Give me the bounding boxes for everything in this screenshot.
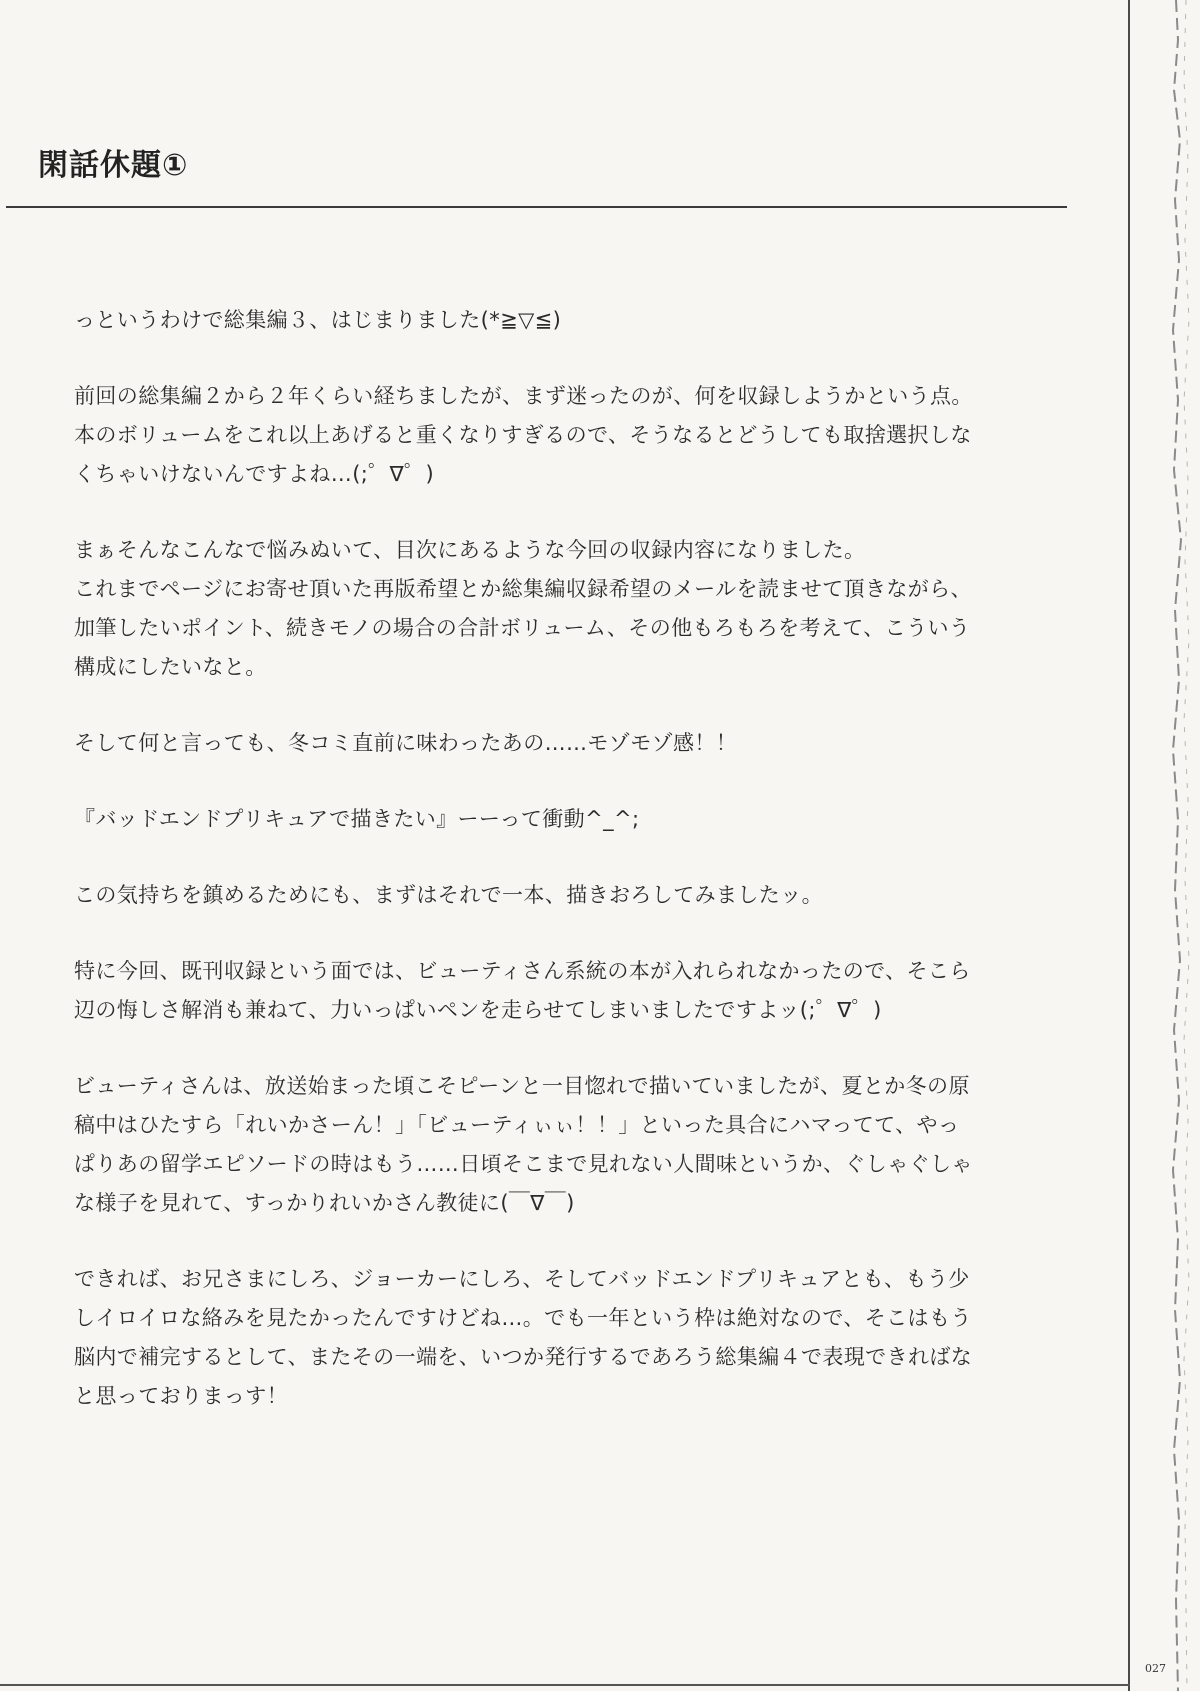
paragraph (74, 377, 1064, 494)
text-line: 前回の総集編２から２年くらい経ちましたが、まず迷ったのが、何を収録しようかという点。 (74, 384, 973, 408)
text-line: そして何と言っても、冬コミ直前に味わったあの……モゾモゾ感！！ (74, 731, 738, 755)
paragraph (74, 800, 1064, 839)
text-line: 特に今回、既刊収録という面では、ビューティさん系統の本が入れられなかったので、そこら (74, 959, 971, 983)
text-line: 脳内で補完するとして、またその一端を、いつか発行するであろう総集編４で表現できればな (74, 1345, 973, 1369)
text-line: この気持ちを鎮めるためにも、まずはそれで一本、描きおろしてみましたッ。 (74, 883, 823, 907)
bottom-divider (0, 1684, 1130, 1686)
torn-page-edge (1160, 0, 1200, 1691)
text-line: ぱりあの留学エピソードの時はもう……日頃そこまで見れない人間味というか、ぐしゃぐしゃ (74, 1152, 973, 1176)
text-line: しイロイロな絡みを見たかったんですけどね…。でも一年という枠は絶対なので、そこはもう (74, 1306, 972, 1330)
text-line: っというわけで総集編３、はじまりました(*≧▽≦) (74, 308, 562, 332)
text-line: 本のボリュームをこれ以上あげると重くなりすぎるので、そうなるとどうしても取捨選択しな (74, 423, 972, 447)
text-line: 構成にしたいなと。 (74, 655, 267, 679)
text-line: な様子を見れて、すっかりれいかさん教徒に(￣∇￣) (74, 1191, 575, 1215)
text-line: 加筆したいポイント、続きモノの場合の合計ボリューム、その他もろもろを考えて、こういう (74, 616, 971, 640)
text-line: 稿中はひたすら「れいかさーん！」「ビューティぃぃ！！」といった具合にハマってて、やっ (74, 1113, 960, 1137)
binding-margin-line (1128, 0, 1130, 1691)
page-title: 閑話休題① (38, 148, 189, 183)
paragraph (74, 301, 1064, 340)
title-divider (6, 206, 1067, 208)
text-line: 辺の悔しさ解消も兼ねて、力いっぱいペンを走らせてしまいましたですよッ(;゜∇゜) (74, 998, 882, 1022)
paragraph (74, 531, 1064, 687)
text-line: と思っておりまっす！ (74, 1384, 288, 1408)
paragraph (74, 724, 1064, 763)
paragraph (74, 952, 1064, 1030)
paragraph (74, 876, 1064, 915)
text-line: くちゃいけないんですよね…(;゜∇゜) (74, 462, 435, 486)
body-text (74, 301, 1064, 1453)
text-line: できれば、お兄さまにしろ、ジョーカーにしろ、そしてバッドエンドプリキュアとも、もう少 (74, 1267, 970, 1291)
text-line: 『バッドエンドプリキュアで描きたい』ーーって衝動^_^; (74, 807, 640, 831)
page-number: 027 (1145, 1662, 1166, 1675)
text-line: これまでページにお寄せ頂いた再版希望とか総集編収録希望のメールを読ませて頂きながら、 (74, 577, 972, 601)
paragraph (74, 1067, 1064, 1223)
text-line: ビューティさんは、放送始まった頃こそピーンと一目惚れで描いていましたが、夏とか冬の原 (74, 1074, 970, 1098)
paragraph (74, 1260, 1064, 1416)
text-line: まぁそんなこんなで悩みぬいて、目次にあるような今回の収録内容になりました。 (74, 538, 866, 562)
